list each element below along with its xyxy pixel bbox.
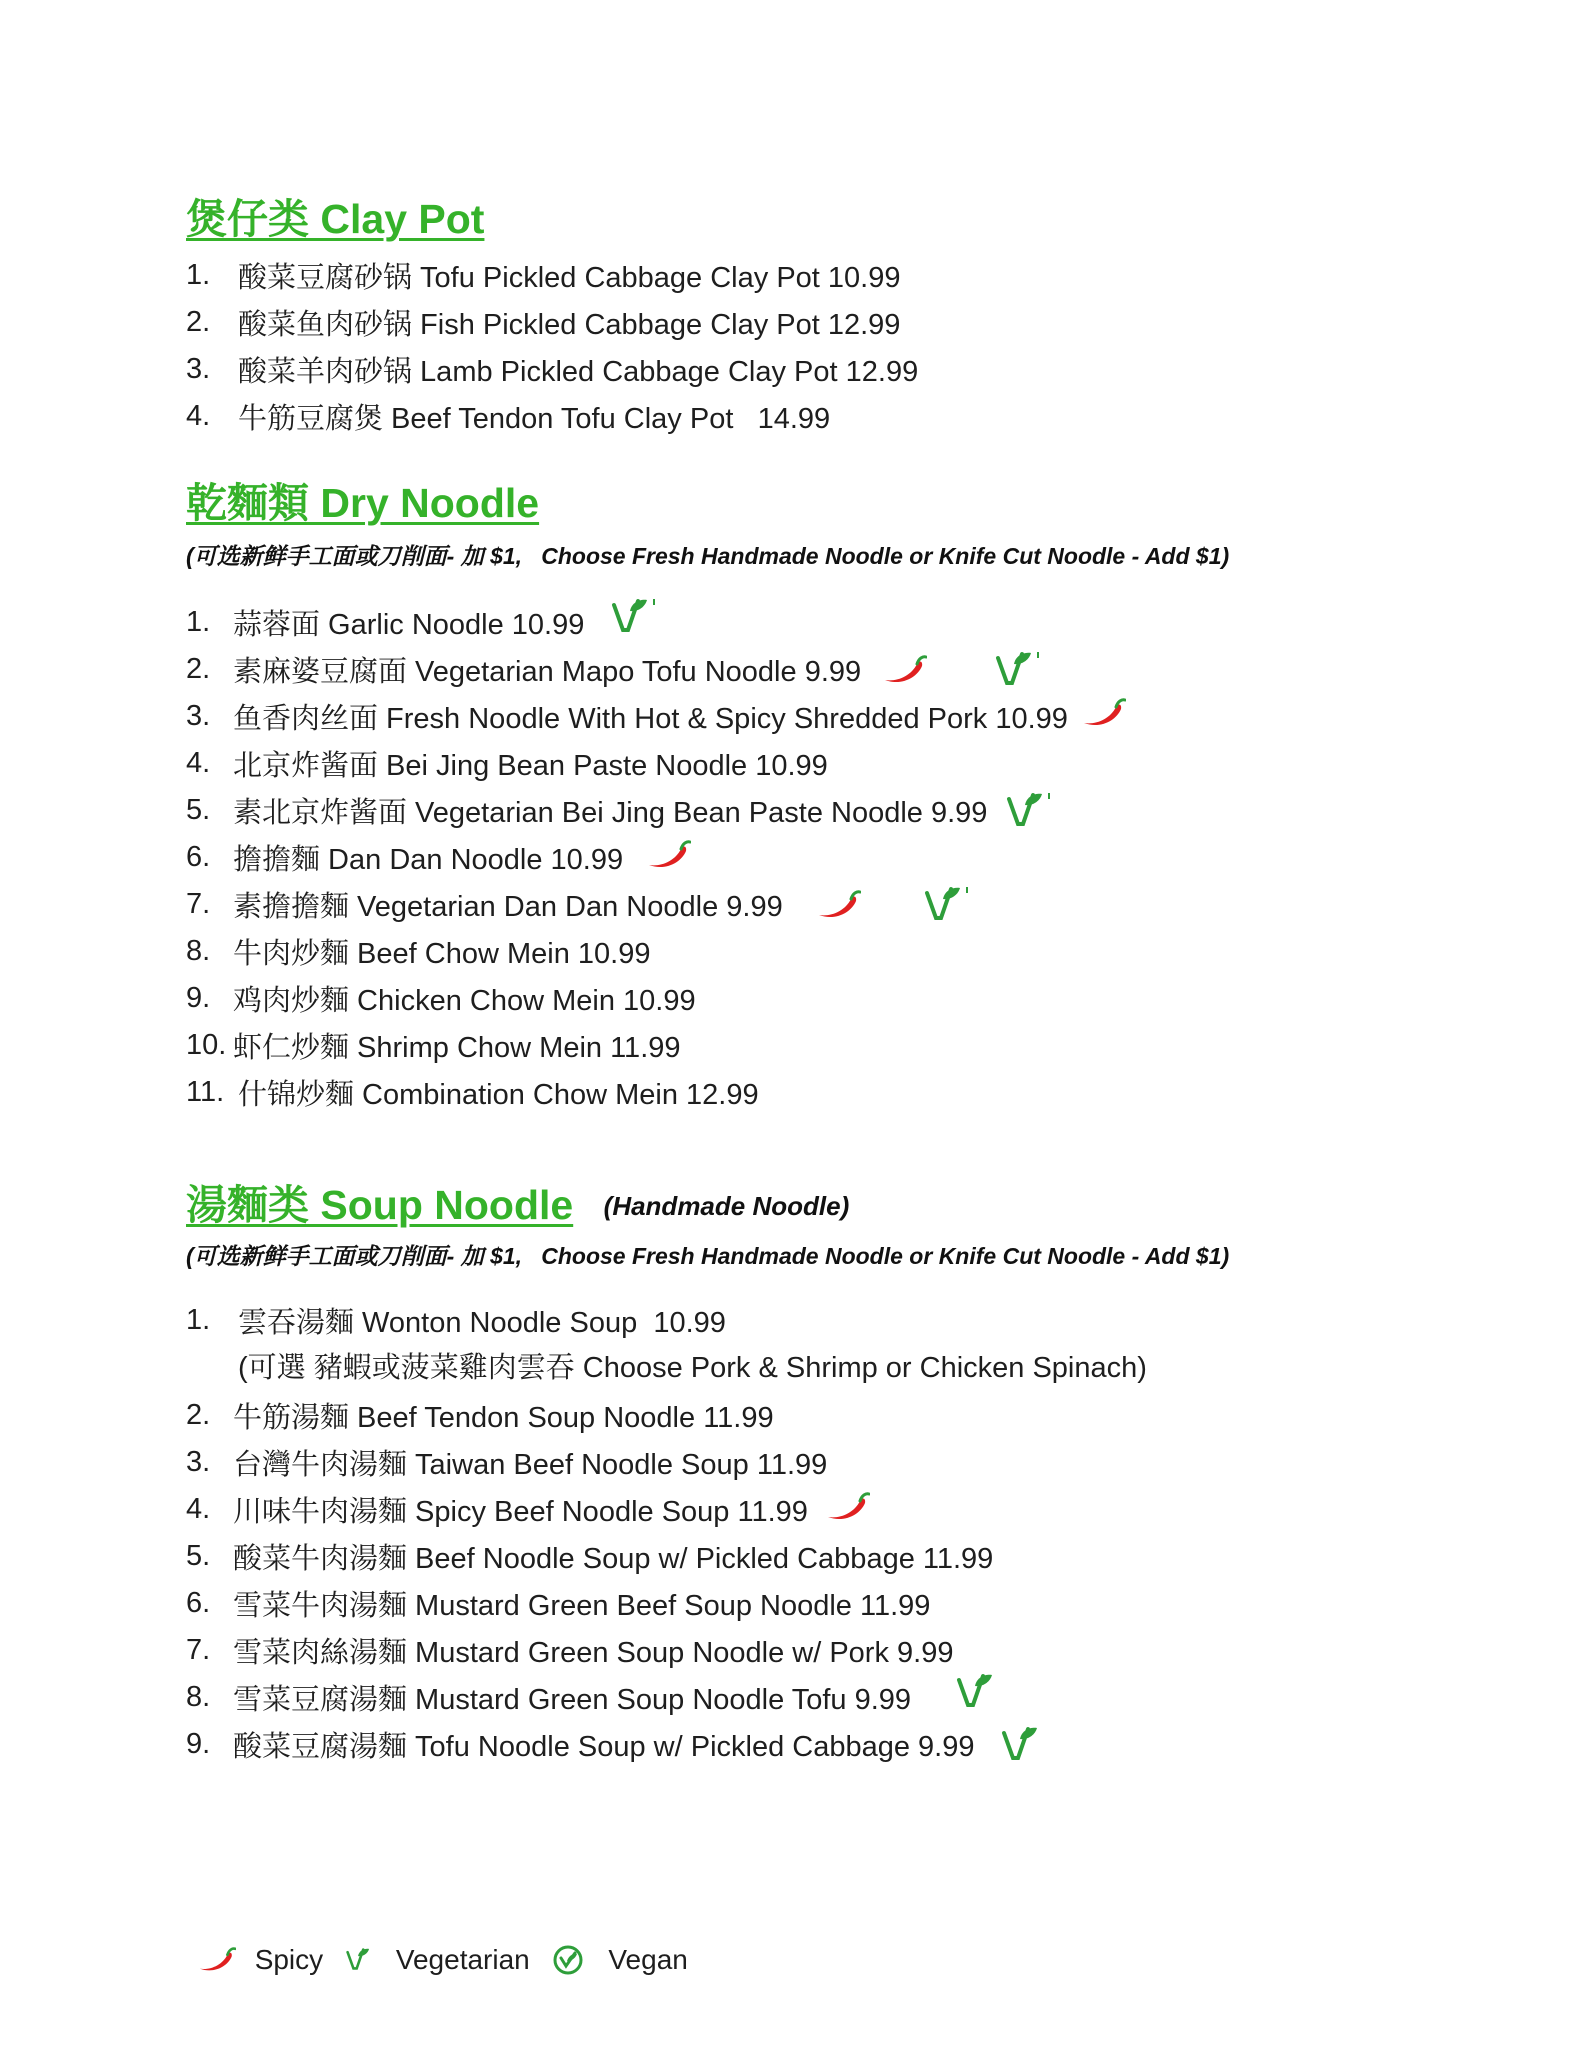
item-text: 酸菜豆腐湯麵 Tofu Noodle Soup w/ Pickled Cabbage 9.99 [233, 1731, 975, 1763]
item-text: 雪菜牛肉湯麵 Mustard Green Beef Soup Noodle 11.99 [233, 1590, 931, 1622]
menu-item [186, 1580, 1486, 1627]
item-number: 7. [186, 1634, 211, 1666]
item-text: 蒜蓉面 Garlic Noodle 10.99 [233, 609, 585, 641]
item-number: 4. [186, 1493, 211, 1525]
menu-item [186, 1486, 1486, 1533]
item-text: 擔擔麵 Dan Dan Noodle 10.99 [233, 844, 624, 876]
item-number: 5. [186, 1540, 211, 1572]
item-text: 酸菜羊肉砂锅 Lamb Pickled Cabbage Clay Pot 12.99 [238, 356, 919, 388]
item-number: 9. [186, 982, 211, 1014]
menu-item [186, 928, 1486, 975]
dry-noodle-section [186, 470, 1486, 1116]
section-title: 煲仔类 Clay Pot [186, 196, 485, 242]
menu-item [186, 393, 1486, 440]
item-number: 4. [186, 747, 211, 779]
item-text: 酸菜豆腐砂锅 Tofu Pickled Cabbage Clay Pot 10.99 [238, 262, 901, 294]
item-text: 牛筋湯麵 Beef Tendon Soup Noodle 11.99 [233, 1402, 774, 1434]
item-number: 3. [186, 1446, 211, 1478]
menu-item [186, 1674, 1486, 1721]
item-text: 雲吞湯麵 Wonton Noodle Soup 10.99 [238, 1307, 726, 1339]
item-text: 牛筋豆腐煲 Beef Tendon Tofu Clay Pot 14.99 [238, 403, 831, 435]
item-text: 鱼香肉丝面 Fresh Noodle With Hot & Spicy Shredded Pork 10.99 [233, 703, 1068, 735]
noodle-upgrade-note: (可选新鲜手工面或刀削面- 加 $1, Choose Fresh Handmade Noodle or Knife Cut Noodle - Add $1) [186, 543, 1230, 569]
icon-legend [198, 1880, 710, 2040]
menu-item [186, 599, 1486, 646]
menu-item [186, 740, 1486, 787]
soup-noodle-section [186, 1172, 1486, 1768]
item-text: 雪菜肉絲湯麵 Mustard Green Soup Noodle w/ Pork 9.99 [233, 1637, 954, 1669]
handmade-noodle-note: (Handmade Noodle) [603, 1191, 850, 1221]
menu-item [186, 1022, 1486, 1069]
chili-pepper-icon [198, 1881, 245, 2039]
item-number: 4. [186, 400, 211, 432]
menu-item [186, 346, 1486, 393]
clay-pot-heading [186, 186, 1486, 244]
menu-item [186, 881, 1486, 928]
item-text: 川味牛肉湯麵 Spicy Beef Noodle Soup 11.99 [233, 1496, 808, 1528]
legend-vegetarian-label: Vegetarian [395, 1944, 530, 1975]
item-number: 1. [186, 1304, 211, 1336]
soup-noodle-heading [186, 1172, 1486, 1230]
clay-pot-section [186, 186, 1486, 440]
menu-item [186, 299, 1486, 346]
wonton-choice-note: (可選 豬蝦或菠菜雞肉雲吞 Choose Pork & Shrimp or Chicken Spinach) [238, 1352, 1147, 1384]
item-number: 8. [186, 1681, 211, 1713]
legend-vegan-label: Vegan [608, 1944, 688, 1975]
item-number: 9. [186, 1728, 211, 1760]
section-title: 湯麵类 Soup Noodle [186, 1182, 574, 1228]
menu-item [186, 1627, 1486, 1674]
item-number: 3. [186, 353, 211, 385]
menu-item [186, 975, 1486, 1022]
menu-item [186, 1533, 1486, 1580]
menu-item [186, 1297, 1486, 1344]
item-number: 6. [186, 841, 211, 873]
item-number: 6. [186, 1587, 211, 1619]
menu-item [186, 1069, 1486, 1116]
item-number: 1. [186, 259, 211, 291]
noodle-upgrade-note: (可选新鲜手工面或刀削面- 加 $1, Choose Fresh Handmade Noodle or Knife Cut Noodle - Add $1) [186, 1243, 1230, 1269]
legend-spicy-label: Spicy [254, 1944, 324, 1975]
item-number: 8. [186, 935, 211, 967]
item-text: 北京炸酱面 Bei Jing Bean Paste Noodle 10.99 [233, 750, 828, 782]
item-text: 牛肉炒麵 Beef Chow Mein 10.99 [233, 938, 651, 970]
item-text: 素麻婆豆腐面 Vegetarian Mapo Tofu Noodle 9.99 [233, 656, 862, 688]
item-number: 2. [186, 306, 211, 338]
item-text: 素擔擔麵 Vegetarian Dan Dan Noodle 9.99 [233, 891, 783, 923]
menu-item [186, 693, 1486, 740]
item-text: 什锦炒麵 Combination Chow Mein 12.99 [238, 1079, 759, 1111]
item-text: 酸菜牛肉湯麵 Beef Noodle Soup w/ Pickled Cabbage 11.99 [233, 1543, 994, 1575]
item-number: 10. [186, 1029, 227, 1061]
item-number: 7. [186, 888, 211, 920]
item-number: 2. [186, 653, 211, 685]
dry-noodle-heading [186, 470, 1486, 528]
item-number: 11. [186, 1076, 225, 1108]
item-number: 3. [186, 700, 211, 732]
vegetarian-icon [1000, 1659, 1081, 1831]
item-text: 鸡肉炒麵 Chicken Chow Mein 10.99 [233, 985, 696, 1017]
item-number: 5. [186, 794, 211, 826]
vegetarian-icon [345, 1882, 392, 2038]
section-title: 乾麵類 Dry Noodle [186, 480, 540, 526]
menu-item [186, 646, 1486, 693]
item-text: 虾仁炒麵 Shrimp Chow Mein 11.99 [233, 1032, 681, 1064]
menu-item [186, 252, 1486, 299]
item-text: 雪菜豆腐湯麵 Mustard Green Soup Noodle Tofu 9.99 [233, 1684, 912, 1716]
item-text: 台灣牛肉湯麵 Taiwan Beef Noodle Soup 11.99 [233, 1449, 828, 1481]
item-text: 素北京炸酱面 Vegetarian Bei Jing Bean Paste Noodle 9.99 [233, 797, 988, 829]
item-number: 1. [186, 606, 211, 638]
vegan-icon [552, 1880, 599, 2040]
item-number: 2. [186, 1399, 211, 1431]
menu-item [186, 1721, 1486, 1768]
item-text: 酸菜鱼肉砂锅 Fish Pickled Cabbage Clay Pot 12.99 [238, 309, 901, 341]
